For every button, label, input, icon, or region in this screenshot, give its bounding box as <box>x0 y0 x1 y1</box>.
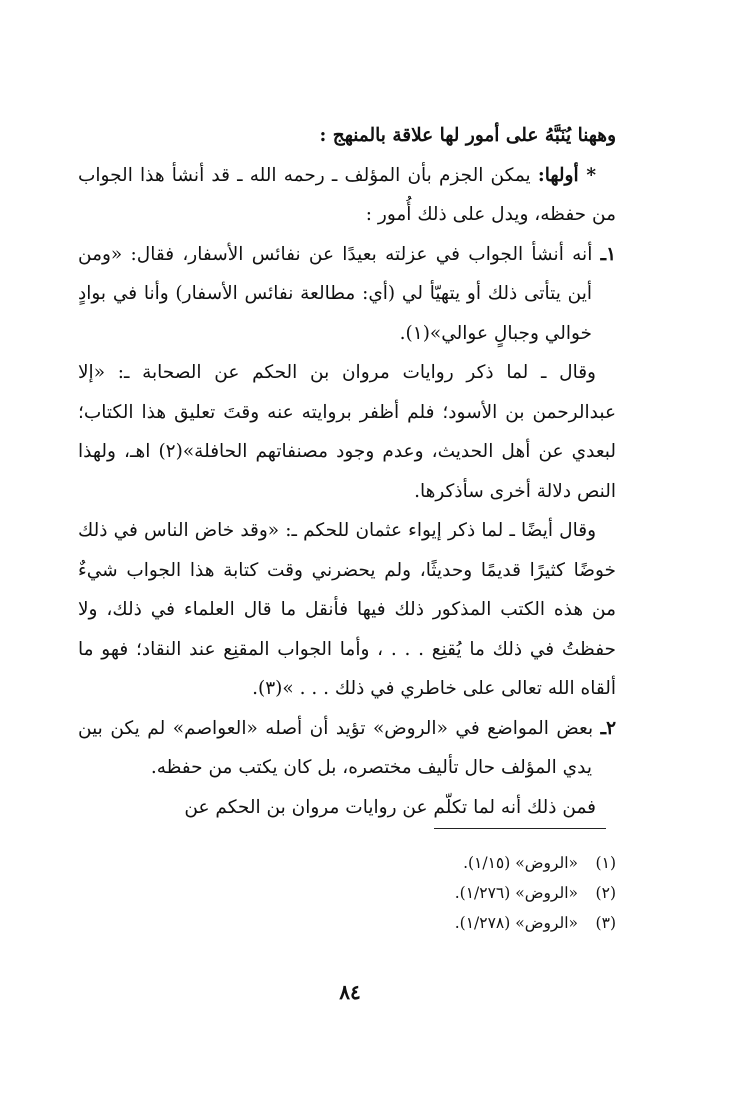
quote-paragraph-2: وقال ـ لما ذكر روايات مروان بن الحكم عن الصحابة ـ: «إلا عبدالرحمن بن الأسود؛ فلم أظفر بروايته عنه وقتَ تعليق هذا الكتاب؛ لبعدي عن أهل الحديث، وعدم وجود مصنفاتهم الحافلة»(٢) اهـ، ولهذا النص دلالة أخرى سأذكرها. <box>78 362 617 502</box>
section-heading: وههنا يُنَبَّهُ على أمور لها علاقة بالمنهج : <box>319 125 616 146</box>
first-text: يمكن الجزم بأن المؤلف ـ رحمه الله ـ قد أنشأ هذا الجواب من حفظه، ويدل على ذلك أُمور : <box>78 164 616 225</box>
list-item-2 <box>78 709 616 788</box>
footnote-text: «الروض» (١/١٥). <box>463 854 578 872</box>
list-item-1 <box>78 235 616 354</box>
footnote-text: «الروض» (١/٢٧٦). <box>454 884 578 902</box>
footnote-number: (٣) <box>595 914 616 932</box>
footnote-divider <box>434 828 606 829</box>
main-text <box>78 116 616 827</box>
page-number: ٨٤ <box>339 980 361 1004</box>
footnote-3 <box>366 908 616 938</box>
first-paragraph <box>78 156 616 235</box>
footnote-2 <box>366 878 616 908</box>
list-item-1-number: ١ـ <box>600 243 616 265</box>
footnote-number: (١) <box>595 854 616 872</box>
quote-paragraph-3: وقال أيضًا ـ لما ذكر إيواء عثمان للحكم ـ: «وقد خاض الناس في ذلك خوضًا كثيرًا قديمًا وحديثًا، ولم يحضرني وقت كتابة هذا الجواب شيءٌ من هذه الكتب المذكور ذلك فيها فأنقل ما قال العلماء في ذلك، ولا حفظتُ في ذلك ما يُقنِع . . . ، وأما الجواب المقنِع عند النقاد؛ فهو ما ألقاه الله تعالى على خاطري في ذلك . . . »(٣). <box>78 520 616 699</box>
first-label: * أولها: <box>537 164 597 186</box>
list-item-1-text: أنه أنشأ الجواب في عزلته بعيدًا عن نفائس الأسفار، فقال: «ومن أين يتأتى ذلك أو يتهيّأ لي (أي: مطالعة نفائس الأسفار) وأنا في بوادٍ خوالي وجبالٍ عوالي»(١). <box>78 243 601 344</box>
footnote-1 <box>366 848 616 878</box>
list-item-2-text: بعض المواضع في «الروض» تؤيد أن أصله «العواصم» لم يكن بين يدي المؤلف حال تأليف مختصره، بل كان يكتب من حفظه. <box>78 717 601 778</box>
last-paragraph: فمن ذلك أنه لما تكلّم عن روايات مروان بن الحكم عن <box>184 796 596 818</box>
list-item-2-number: ٢ـ <box>600 717 616 739</box>
footnotes <box>366 848 616 938</box>
footnote-text: «الروض» (١/٢٧٨). <box>454 914 578 932</box>
footnote-number: (٢) <box>595 884 616 902</box>
